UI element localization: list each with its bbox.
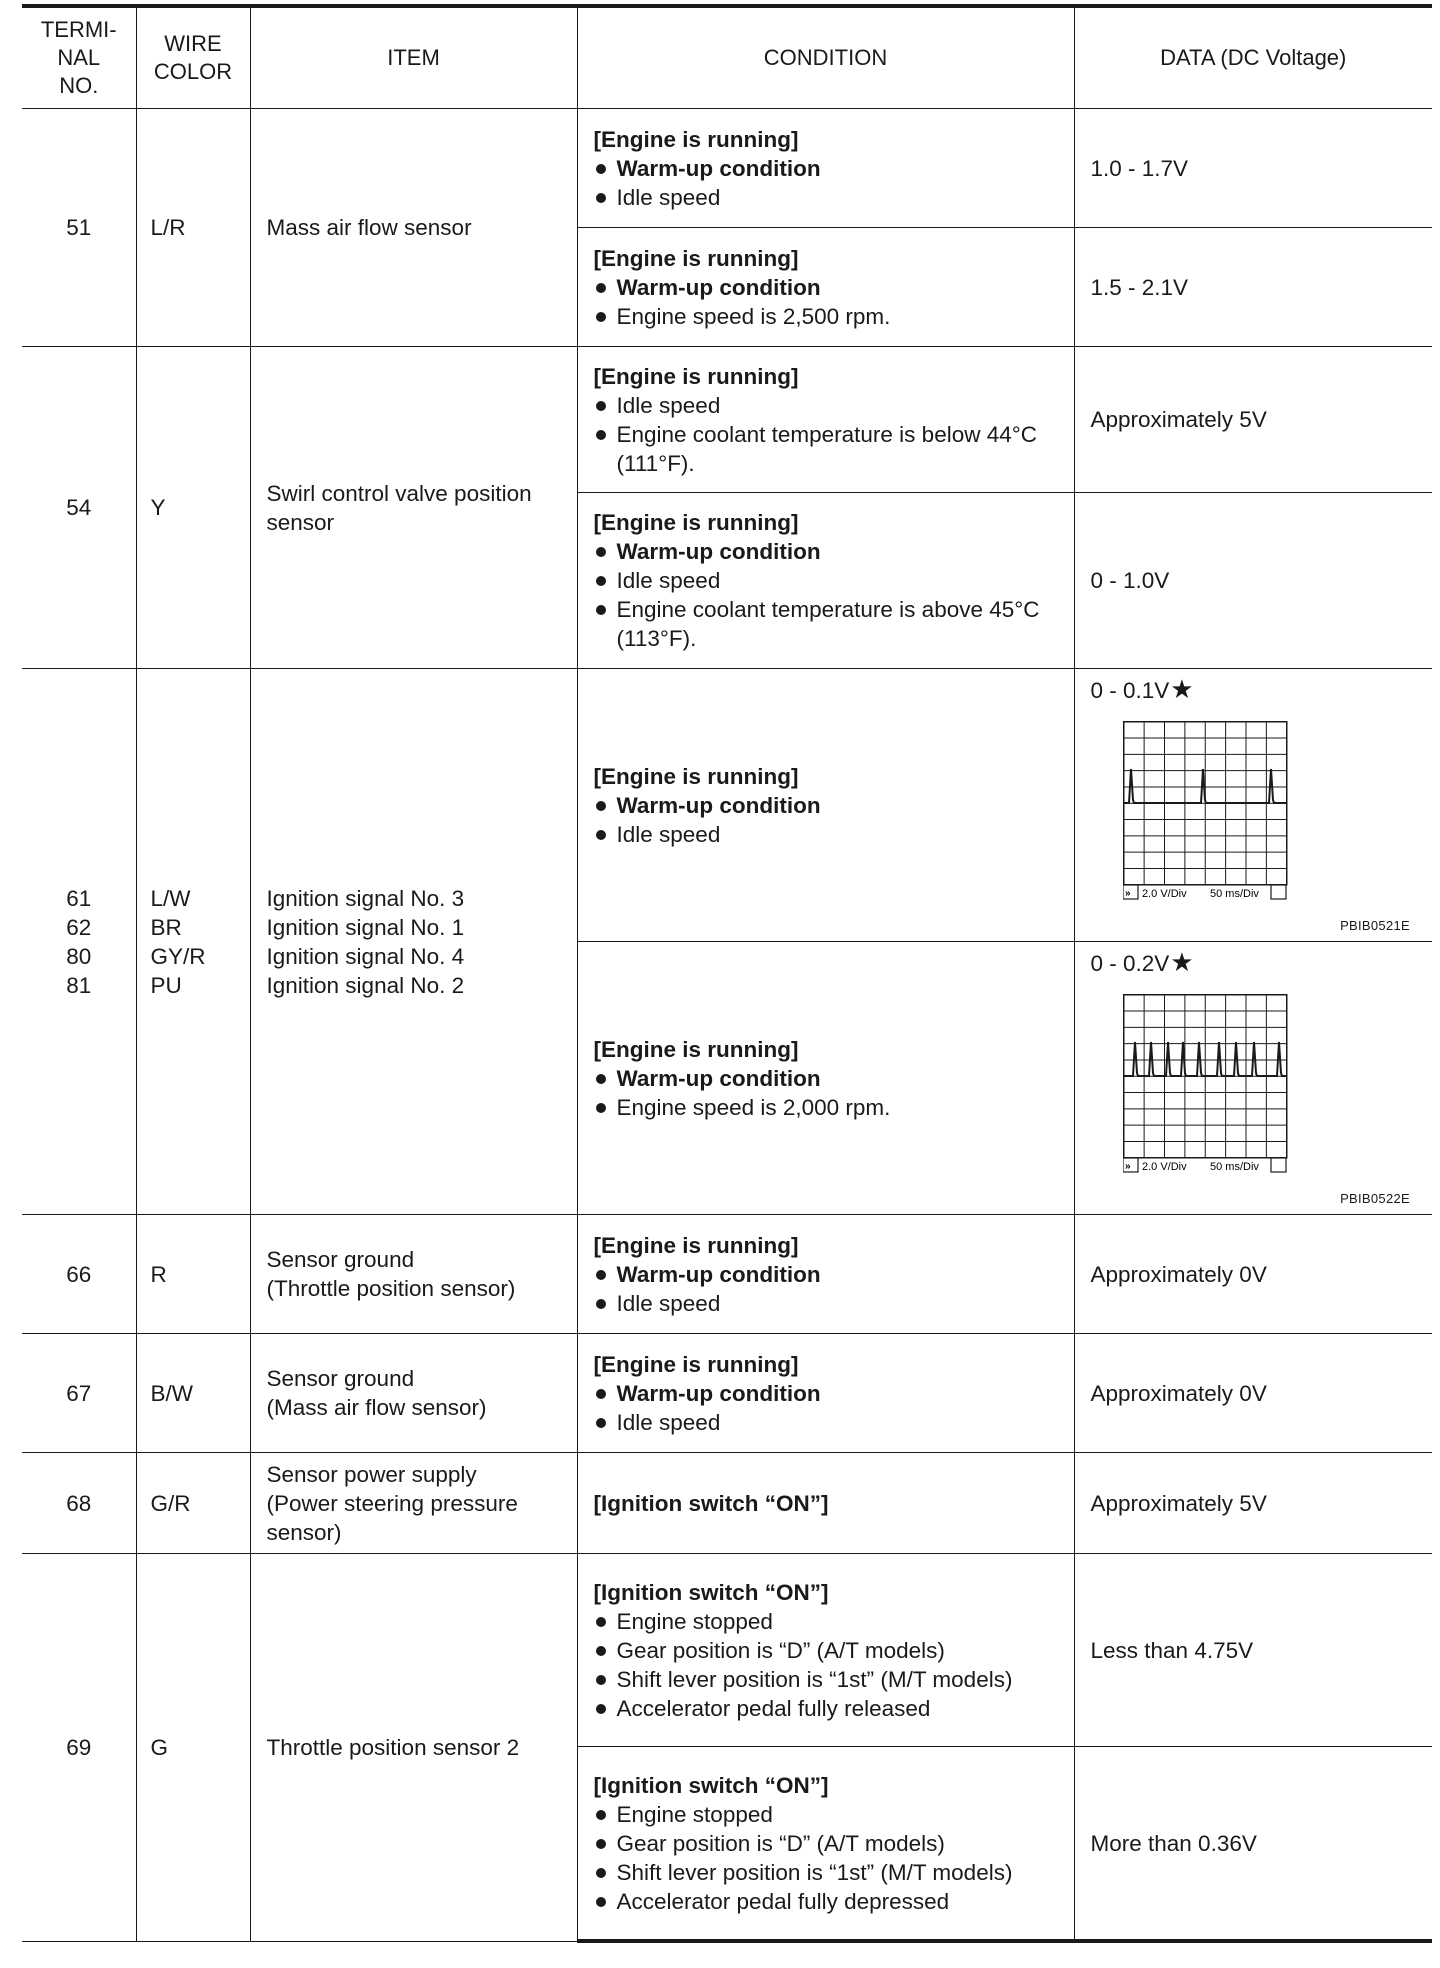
- condition-bullet: Engine stopped: [594, 1607, 1062, 1636]
- end-marker: [1271, 885, 1286, 899]
- condition-bullet: Engine speed is 2,500 rpm.: [594, 302, 1062, 331]
- data-voltage: Approximately 0V: [1074, 1334, 1432, 1453]
- table-row: [22, 109, 1432, 228]
- condition-bullet: Shift lever position is “1st” (M/T models): [594, 1858, 1062, 1887]
- terminal-no: 51: [22, 109, 136, 347]
- wire-color: PU: [150, 972, 182, 998]
- data-voltage: Approximately 5V: [1074, 347, 1432, 493]
- wire-color: Y: [136, 347, 250, 669]
- terminal-no: 80: [66, 943, 92, 969]
- condition-bullet: Warm-up condition: [594, 1260, 1062, 1289]
- data-voltage: [1091, 675, 1194, 705]
- condition-bullet: Warm-up condition: [594, 273, 1062, 302]
- condition-heading: [Engine is running]: [593, 510, 799, 535]
- condition-heading: [Engine is running]: [593, 126, 799, 152]
- item-name: Swirl control valve position sensor: [250, 347, 577, 669]
- table-row: [22, 1215, 1432, 1334]
- data-voltage: 1.0 - 1.7V: [1074, 109, 1432, 228]
- header-wire-color: [136, 6, 250, 109]
- condition-heading: [Engine is running]: [593, 363, 799, 389]
- header-wire-line2: COLOR: [153, 59, 233, 84]
- ecm-terminal-table: [22, 4, 1432, 1943]
- wire-color: G: [136, 1554, 250, 1942]
- data-voltage: Less than 4.75V: [1074, 1554, 1432, 1747]
- condition-bullet: Warm-up condition: [594, 1064, 1062, 1093]
- wire-color: L/R: [136, 109, 250, 347]
- ecm-terminal-table-page: [22, 4, 1432, 1943]
- table-row: [22, 669, 1432, 942]
- item-name: Ignition signal No. 4: [266, 943, 465, 969]
- item-name: [250, 1453, 577, 1554]
- header-condition: CONDITION: [577, 6, 1074, 109]
- condition-heading: [Engine is running]: [593, 1351, 799, 1377]
- end-marker: [1271, 1158, 1286, 1172]
- condition-cell: [577, 228, 1074, 347]
- data-voltage: [1091, 948, 1194, 978]
- item-name-line: (Power steering pressure: [266, 1490, 518, 1516]
- terminal-no: 69: [22, 1554, 136, 1942]
- scale-time-label: 50 ms/Div: [1209, 888, 1259, 900]
- condition-bullet: Warm-up condition: [594, 791, 1062, 820]
- table-row: [22, 1334, 1432, 1453]
- condition-cell: [577, 1215, 1074, 1334]
- condition-bullet: Accelerator pedal fully depressed: [594, 1887, 1062, 1916]
- wire-color: BR: [150, 914, 182, 940]
- scale-volts-label: 2.0 V/Div: [1141, 888, 1187, 900]
- item-name-line: Sensor power supply: [266, 1461, 477, 1487]
- wire-color: GY/R: [150, 943, 206, 969]
- condition-heading: [Engine is running]: [593, 1036, 799, 1062]
- condition-cell: [577, 1453, 1074, 1554]
- star-icon: ★: [1170, 674, 1194, 704]
- header-terminal-line1: TERMI-: [40, 17, 117, 42]
- data-voltage-value: 0 - 0.1V: [1090, 678, 1170, 703]
- table-row: [22, 1554, 1432, 1747]
- condition-heading: [Engine is running]: [593, 763, 799, 789]
- condition-heading: [Ignition switch “ON”]: [593, 1490, 829, 1516]
- wire-color: B/W: [136, 1334, 250, 1453]
- wire-color: L/W: [150, 885, 191, 911]
- condition-bullet: Gear position is “D” (A/T models): [594, 1829, 1062, 1858]
- condition-bullet: Idle speed: [594, 391, 1062, 420]
- item-name-line: (Mass air flow sensor): [266, 1395, 487, 1420]
- header-wire-line1: WIRE: [164, 31, 222, 56]
- terminal-no: 68: [22, 1453, 136, 1554]
- terminal-no-group: [22, 669, 136, 1215]
- item-name: Throttle position sensor 2: [250, 1554, 577, 1942]
- data-voltage: More than 0.36V: [1074, 1747, 1432, 1942]
- condition-cell: [577, 942, 1074, 1215]
- condition-cell: [577, 669, 1074, 942]
- condition-bullet: Engine coolant temperature is above 45°C (113°F).: [594, 595, 1062, 653]
- condition-cell: [577, 493, 1074, 669]
- wire-color-group: [136, 669, 250, 1215]
- condition-cell: [577, 1554, 1074, 1747]
- data-voltage: Approximately 5V: [1074, 1453, 1432, 1554]
- wire-color: R: [136, 1215, 250, 1334]
- condition-heading: [Ignition switch “ON”]: [593, 1772, 829, 1798]
- data-voltage: Approximately 0V: [1074, 1215, 1432, 1334]
- condition-bullet: Accelerator pedal fully released: [594, 1694, 1062, 1723]
- data-waveform-cell: [1074, 669, 1432, 942]
- item-name-line: Sensor ground: [266, 1366, 415, 1391]
- condition-cell: [577, 1334, 1074, 1453]
- condition-cell: [577, 347, 1074, 493]
- scale-time-label: 50 ms/Div: [1209, 1161, 1259, 1173]
- item-name: [250, 1334, 577, 1453]
- condition-bullet: Engine speed is 2,000 rpm.: [594, 1093, 1062, 1122]
- expand-icon-glyph: »: [1124, 888, 1131, 899]
- header-row: [22, 6, 1432, 109]
- condition-bullet: Idle speed: [594, 1408, 1062, 1437]
- condition-heading: [Engine is running]: [593, 1232, 799, 1258]
- condition-bullet: Engine stopped: [594, 1800, 1062, 1829]
- expand-icon-glyph: »: [1124, 1161, 1131, 1172]
- data-voltage: 0 - 1.0V: [1074, 493, 1432, 669]
- condition-heading: [Engine is running]: [593, 245, 799, 271]
- terminal-no: 66: [22, 1215, 136, 1334]
- condition-cell: [577, 109, 1074, 228]
- terminal-no: 81: [66, 972, 92, 998]
- terminal-no: 61: [66, 885, 92, 911]
- table-row: [22, 347, 1432, 493]
- condition-bullet: Idle speed: [594, 820, 1062, 849]
- oscilloscope-waveform: [1123, 721, 1323, 921]
- data-voltage: 1.5 - 2.1V: [1074, 228, 1432, 347]
- wire-color: G/R: [136, 1453, 250, 1554]
- star-icon: ★: [1170, 947, 1194, 977]
- item-name: Mass air flow sensor: [250, 109, 577, 347]
- condition-bullet: Shift lever position is “1st” (M/T models): [594, 1665, 1062, 1694]
- condition-bullet: Warm-up condition: [594, 537, 1062, 566]
- item-name-line: Sensor ground: [266, 1247, 415, 1272]
- data-voltage-value: 0 - 0.2V: [1090, 951, 1170, 976]
- condition-heading: [Ignition switch “ON”]: [593, 1579, 829, 1605]
- condition-bullet: Idle speed: [594, 1289, 1062, 1318]
- condition-bullet: Gear position is “D” (A/T models): [594, 1636, 1062, 1665]
- table-row: [22, 1453, 1432, 1554]
- header-terminal-line3: NO.: [59, 73, 99, 98]
- header-item: ITEM: [250, 6, 577, 109]
- item-name-group: [250, 669, 577, 1215]
- item-name: Ignition signal No. 1: [266, 914, 465, 940]
- item-name-line: (Throttle position sensor): [266, 1276, 516, 1301]
- data-waveform-cell: [1074, 942, 1432, 1215]
- condition-cell: [577, 1747, 1074, 1942]
- item-name: Ignition signal No. 3: [266, 885, 465, 911]
- condition-bullet: Engine coolant temperature is below 44°C (111°F).: [594, 420, 1062, 478]
- item-name-line: sensor): [266, 1519, 342, 1545]
- header-terminal-no: [22, 6, 136, 109]
- figure-code: PBIB0522E: [1340, 1191, 1410, 1206]
- header-data: DATA (DC Voltage): [1074, 6, 1432, 109]
- oscilloscope-waveform: [1123, 994, 1323, 1194]
- condition-bullet: Idle speed: [594, 566, 1062, 595]
- header-terminal-line2: NAL: [57, 45, 101, 70]
- item-name: Ignition signal No. 2: [266, 972, 465, 998]
- condition-bullet: Warm-up condition: [594, 154, 1062, 183]
- scale-volts-label: 2.0 V/Div: [1141, 1161, 1187, 1173]
- item-name: [250, 1215, 577, 1334]
- condition-bullet: Warm-up condition: [594, 1379, 1062, 1408]
- terminal-no: 62: [66, 914, 92, 940]
- figure-code: PBIB0521E: [1340, 918, 1410, 933]
- terminal-no: 54: [22, 347, 136, 669]
- condition-bullet: Idle speed: [594, 183, 1062, 212]
- terminal-no: 67: [22, 1334, 136, 1453]
